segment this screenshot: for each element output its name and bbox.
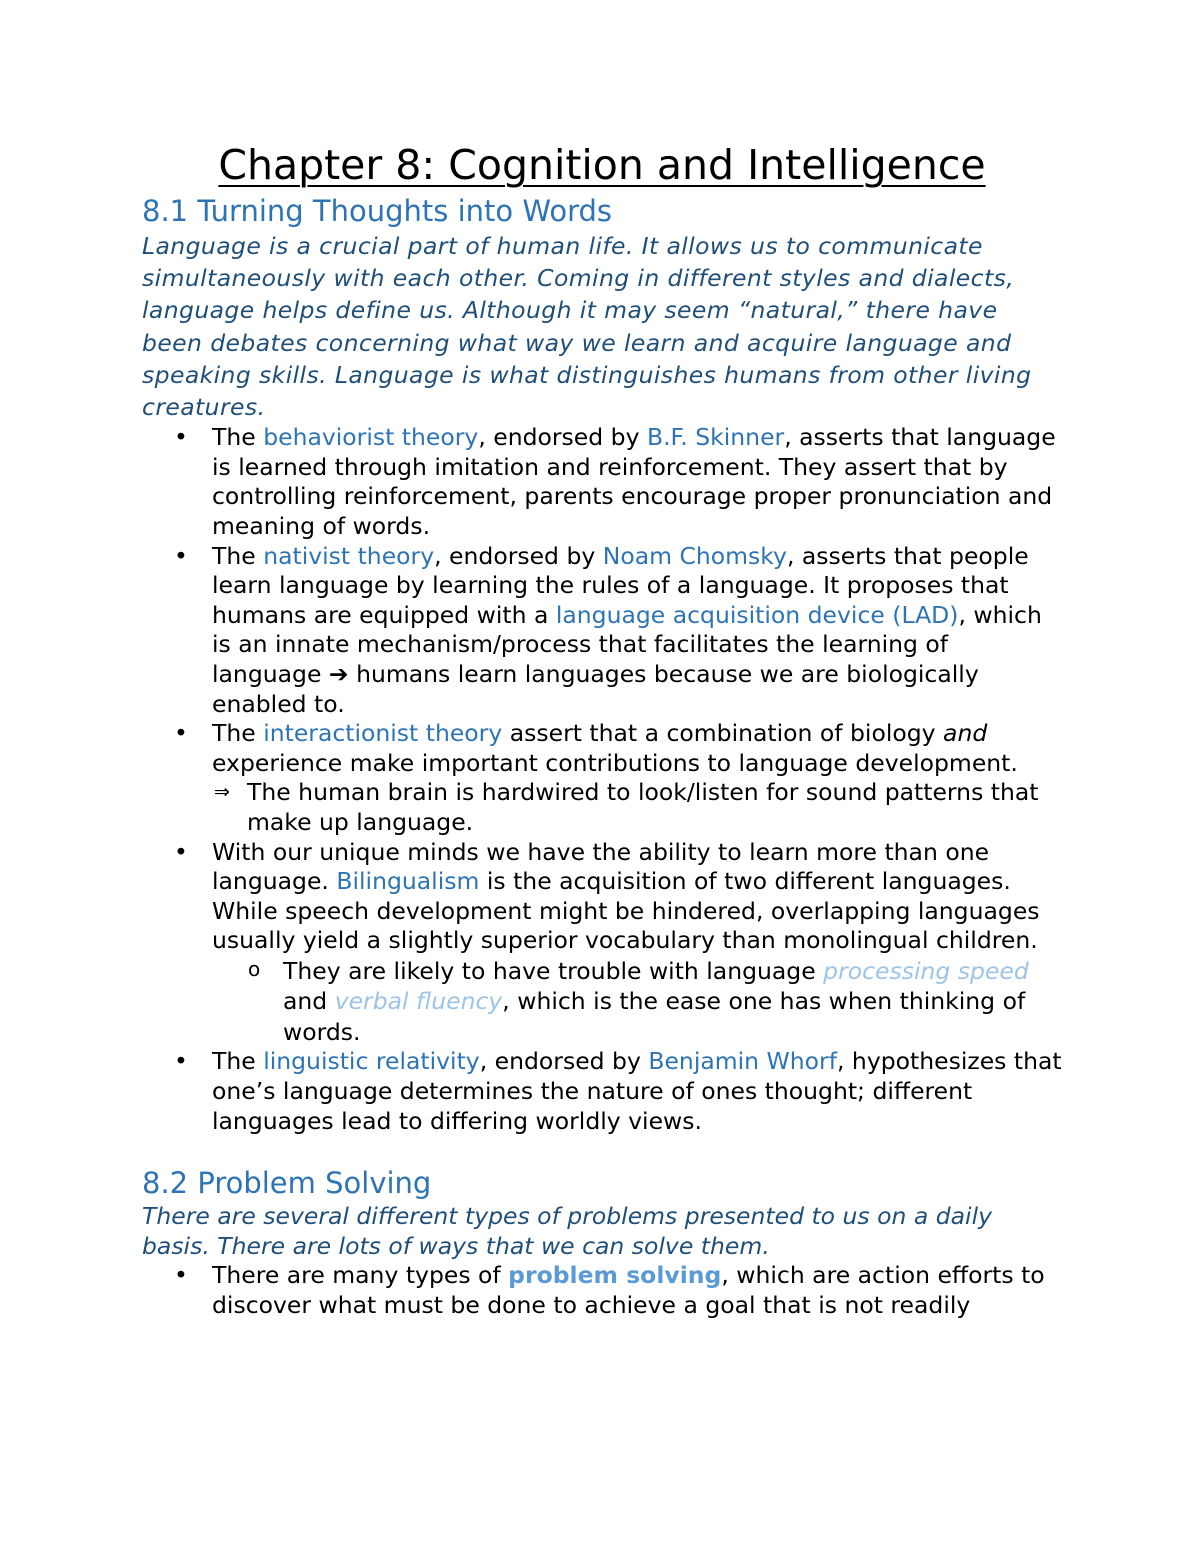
term-processing-speed: processing speed	[823, 956, 1029, 985]
circle-bullet-icon: o	[248, 956, 261, 981]
term-nativist-theory: nativist theory	[263, 541, 435, 570]
sub-point-hardwired: ⇒ The human brain is hardwired to look/listen for sound patterns that make up language.	[214, 778, 1039, 836]
bullet-icon: •	[174, 423, 188, 452]
term-interactionist-theory: interactionist theory	[263, 719, 503, 748]
term-bf-skinner: B.F. Skinner	[646, 423, 785, 452]
implies-arrow-icon: ⇒	[214, 781, 230, 804]
bullet-icon: •	[174, 541, 188, 570]
bullet-list-8-2	[142, 1261, 1062, 1320]
term-verbal-fluency: verbal fluency	[334, 987, 503, 1016]
term-behaviorist-theory: behaviorist theory	[263, 423, 479, 452]
bullet-list-8-1	[142, 423, 1062, 1136]
term-lad: language acquisition device (LAD)	[555, 600, 959, 629]
term-problem-solving: problem solving	[508, 1261, 722, 1290]
section-intro-8-2: There are several different types of problems presented to us on a daily basis. There are lots of ways that we can solve them.	[142, 1202, 993, 1260]
bullet-linguistic-relativity: • The linguistic relativity, endorsed by Benjamin Whorf, hypothesizes that one’s language determines the nature of ones thought; different languages lead to differing worldly views.	[174, 1047, 1062, 1135]
bullet-problem-solving: • There are many types of problem solving, which are action efforts to discover what must be done to achieve a goal that is not readily	[174, 1261, 1045, 1319]
bullet-bilingualism: • With our unique minds we have the ability to learn more than one language. Bilingualism is the acquisition of two different languages. While speech development might be hindered, overlapping languages usually yield a slightly superior vocabulary than monolingual children. o They are likely to have trouble with language processing speed and verbal fluency, which is the ease one has when thinking of words.	[142, 838, 1062, 1048]
term-benjamin-whorf: Benjamin Whorf	[648, 1047, 837, 1076]
chapter-title: Chapter 8: Cognition and Intelligence	[218, 141, 986, 189]
bullet-nativist: • The nativist theory, endorsed by Noam Chomsky, asserts that people learn language by learning the rules of a language. It proposes that humans are equipped with a language acquisition device (LAD), which is an innate mechanism/process that facilitates the learning of language ➔ humans learn languages because we are biologically enabled to.	[174, 541, 1042, 718]
bullet-icon: •	[174, 837, 188, 866]
section-heading-8-1: 8.1 Turning Thoughts into Words	[142, 194, 613, 228]
bullet-icon: •	[174, 1047, 188, 1076]
emphasis-and: and	[943, 719, 988, 748]
bullet-interactionist: • The interactionist theory assert that a combination of biology and experience make important contributions to language development. ⇒ The human brain is hardwired to look/listen for sound patterns that make up language.	[142, 719, 1062, 837]
bullet-icon: •	[174, 719, 188, 748]
term-bilingualism: Bilingualism	[336, 867, 480, 896]
term-noam-chomsky: Noam Chomsky	[602, 541, 787, 570]
sub-point-processing: o They are likely to have trouble with language processing speed and verbal fluency, which is the ease one has when thinking of words.	[212, 956, 1062, 1048]
bullet-icon: •	[174, 1261, 188, 1290]
bullet-behaviorist: • The behaviorist theory, endorsed by B.F. Skinner, asserts that language is learned through imitation and reinforcement. They assert that by controlling reinforcement, parents encourage proper pronunciation and meaning of words.	[174, 423, 1056, 540]
arrow-icon: ➔	[328, 659, 349, 688]
document-page	[142, 138, 1062, 1320]
term-linguistic-relativity: linguistic relativity	[263, 1047, 480, 1076]
section-heading-8-2: 8.2 Problem Solving	[142, 1166, 432, 1201]
section-intro-8-1: Language is a crucial part of human life. It allows us to communicate simultaneously with each other. Coming in different styles and dialects, language helps define us. Although it may seem “natural,” there have been debates concerning what way we learn and acquire language and speaking skills. Language is what distinguishes humans from other living creatures.	[142, 232, 1032, 422]
